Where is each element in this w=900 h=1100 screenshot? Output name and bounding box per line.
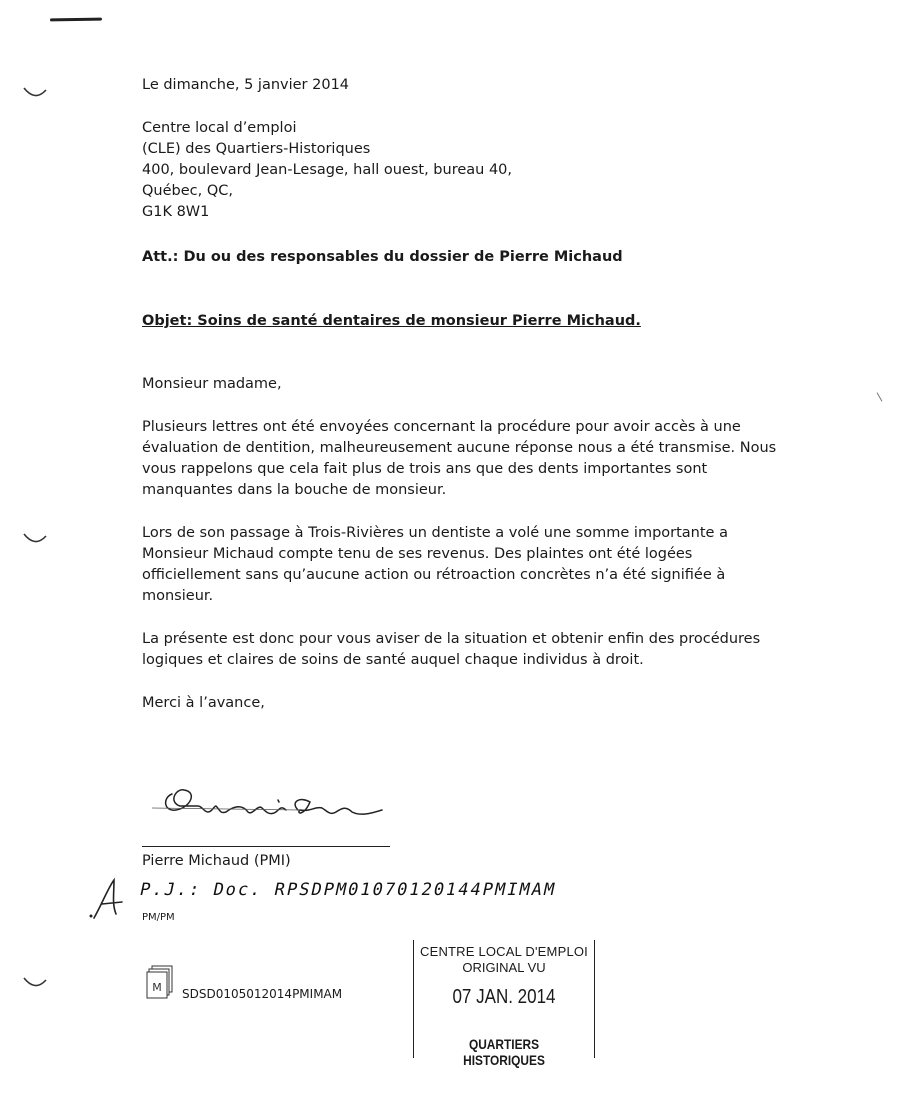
recipient-address: [142, 118, 512, 223]
file-code: SDSD0105012014PMIMAM: [182, 987, 343, 1001]
salutation: Monsieur madame,: [142, 376, 282, 392]
received-stamp: [413, 940, 595, 1068]
punch-hole-mark: [22, 976, 48, 990]
address-line: (CLE) des Quartiers-Historiques: [142, 141, 371, 157]
punch-hole-mark: [22, 532, 48, 546]
address-line: 400, boulevard Jean-Lesage, hall ouest, bureau 40,: [142, 162, 513, 178]
document-stack-label: M: [152, 981, 162, 994]
letter-date: Le dimanche, 5 janvier 2014: [142, 77, 350, 93]
paragraph-line: vous rappelons que cela fait plus de trois ans que des dents importantes sont: [142, 461, 708, 477]
stamp-office-heading: CENTRE LOCAL D'EMPLOI: [419, 944, 588, 959]
address-line: G1K 8W1: [142, 204, 210, 220]
body-paragraph: [142, 629, 782, 671]
address-line: Québec, QC,: [142, 183, 233, 199]
address-line: Centre local d’emploi: [142, 120, 297, 136]
stamp-office-name: QUARTIERS HISTORIQUES: [463, 1036, 545, 1068]
paragraph-line: Monsieur Michaud compte tenu de ses revenus. Des plaintes ont été logées: [142, 546, 693, 562]
stamp-date: 07 JAN. 2014: [452, 986, 556, 1008]
body-paragraph: [142, 417, 782, 501]
paragraph-line: officiellement sans qu’aucune action ou rétroaction concrètes n’a été signifiée à: [142, 567, 726, 583]
paragraph-line: La présente est donc pour vous aviser de la situation et obtenir enfin des procédures: [142, 631, 761, 647]
subject-line: Objet: Soins de santé dentaires de monsieur Pierre Michaud.: [142, 313, 641, 329]
attachment-note: P.J.: Doc. RPSDPM01070120144PMIMAM: [137, 880, 559, 900]
paragraph-line: logiques et claires de soins de santé auquel chaque individus à droit.: [142, 652, 644, 668]
paragraph-line: évaluation de dentition, malheureusement aucune réponse nous a été transmise. Nous: [142, 440, 777, 456]
paragraph-line: monsieur.: [142, 588, 214, 604]
attention-line: Att.: Du ou des responsables du dossier de Pierre Michaud: [142, 249, 623, 265]
edge-mark: [877, 392, 883, 401]
signatory-name: Pierre Michaud (PMI): [142, 853, 291, 869]
paragraph-line: Plusieurs lettres ont été envoyées concernant la procédure pour avoir accès à une: [142, 419, 741, 435]
top-pen-mark: [50, 18, 102, 22]
handwritten-signature: [150, 772, 400, 832]
punch-hole-mark: [22, 86, 48, 100]
body-paragraph: [142, 523, 782, 607]
document-stack-icon: [146, 965, 176, 999]
paragraph-line: manquantes dans la bouche de monsieur.: [142, 482, 447, 498]
stamp-status: ORIGINAL VU: [462, 960, 546, 975]
closing-line: Merci à l’avance,: [142, 695, 265, 711]
initials: PM/PM: [142, 912, 175, 923]
signature-line: [142, 846, 390, 847]
handwritten-mark-icon: [88, 874, 128, 922]
paragraph-line: Lors de son passage à Trois-Rivières un dentiste a volé une somme importante a: [142, 525, 728, 541]
